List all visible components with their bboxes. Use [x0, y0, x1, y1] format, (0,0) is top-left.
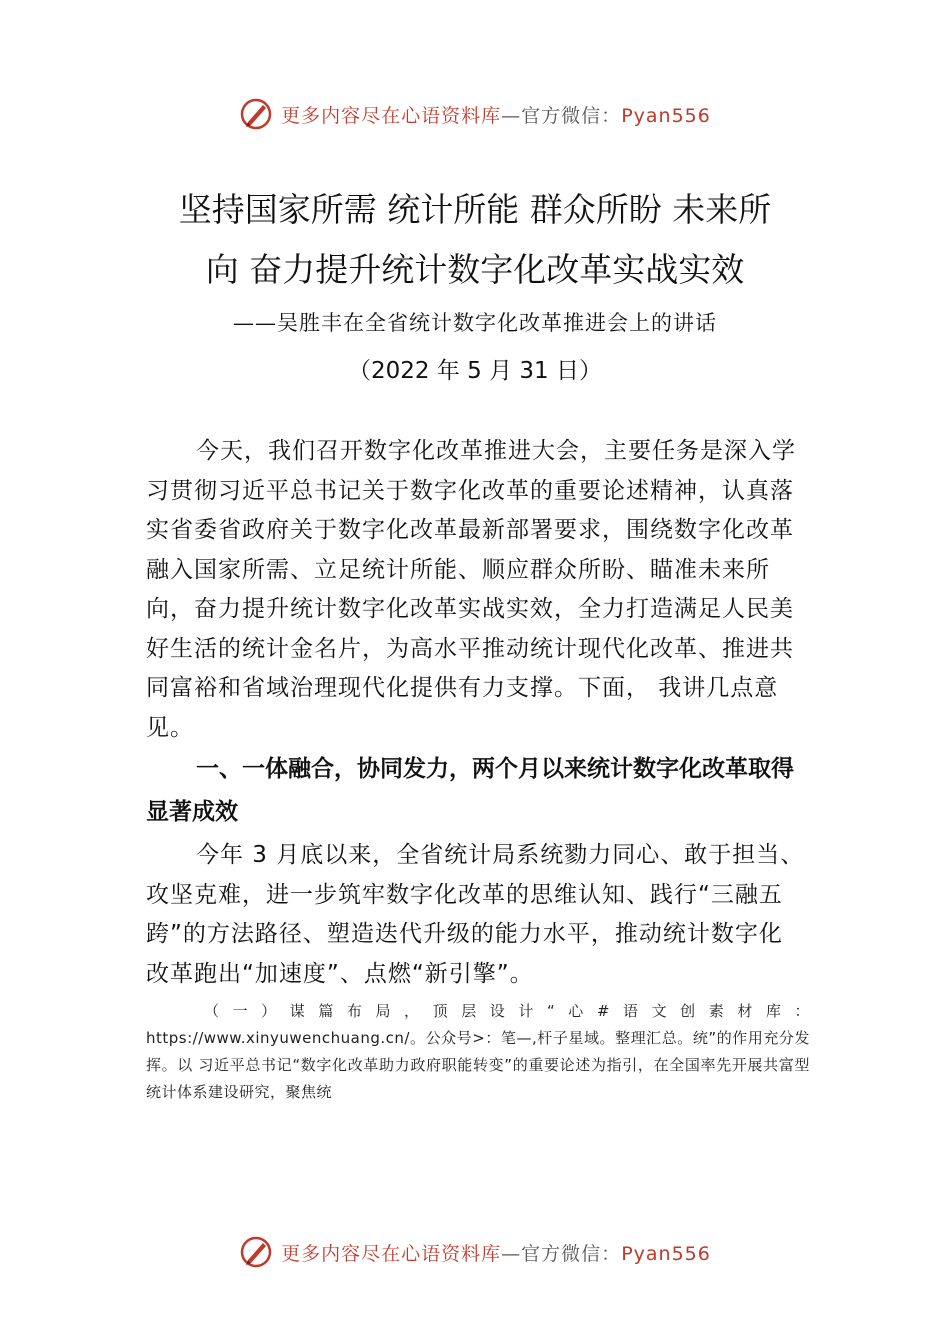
- banner-text: [281, 1239, 711, 1266]
- banner-wechat-label: 官方微信：: [521, 1242, 622, 1265]
- banner-text: [281, 101, 711, 128]
- banner-separator: —: [501, 1242, 522, 1265]
- banner-library-name: 更多内容尽在心语资料库: [281, 1242, 502, 1265]
- banner-wechat-id: Pyan556: [621, 1242, 711, 1265]
- small-paragraph: （一）谋篇布局，顶层设计“心#语文创素材库：https://www.xinyuwenchuang.cn/。公众号>：笔—,杆子星域。整理汇总。统”的作用充分发挥。以 习近平总书记“数字化改革助力政府职能转变”的重要论述为指引，在全国率先开展共富型统计体系建设研究，聚焦统: [146, 1002, 810, 1101]
- header-banner: [0, 94, 950, 134]
- section-heading-1: 一、一体融合，协同发力，两个月以来统计数字化改革取得显著成效: [146, 756, 794, 825]
- footer-banner: [0, 1232, 950, 1272]
- document-date: （2022 年 5 月 31 日）: [348, 358, 602, 384]
- banner-library-name: 更多内容尽在心语资料库: [281, 104, 502, 127]
- pen-logo-icon: [239, 97, 273, 131]
- pen-logo-icon: [239, 1235, 273, 1269]
- title-line-1: 坚持国家所需 统计所能 群众所盼 未来所: [178, 190, 772, 229]
- banner-separator: —: [501, 104, 522, 127]
- intro-paragraph: 今天，我们召开数字化改革推进大会，主要任务是深入学习贯彻习近平总书记关于数字化改革的重要论述精神，认真落实省委省政府关于数字化改革最新部署要求，围绕数字化改革融入国家所需、立足统计所能、顺应群众所盼、瞄准未来所向，奋力提升统计数字化改革实战实效，全力打造满足人民美好生活的统计金名片，为高水平推动统计现代化改革、推进共同富裕和省域治理现代化提供有力支撑。下面， 我讲几点意见。: [146, 438, 796, 741]
- banner-wechat-id: Pyan556: [621, 104, 711, 127]
- banner-wechat-label: 官方微信：: [521, 104, 622, 127]
- document-subtitle: ——吴胜丰在全省统计数字化改革推进会上的讲话: [233, 311, 717, 335]
- body-paragraph-2: 今年 3 月底以来，全省统计局系统勠力同心、敢于担当、攻坚克难，进一步筑牢数字化改革的思维认知、践行“三融五跨”的方法路径、塑造迭代升级的能力水平，推动统计数字化改革跑出“加速度”、点燃“新引擎”。: [146, 842, 805, 987]
- title-line-2: 向 奋力提升统计数字化改革实战实效: [205, 250, 745, 289]
- document-title: [120, 180, 830, 300]
